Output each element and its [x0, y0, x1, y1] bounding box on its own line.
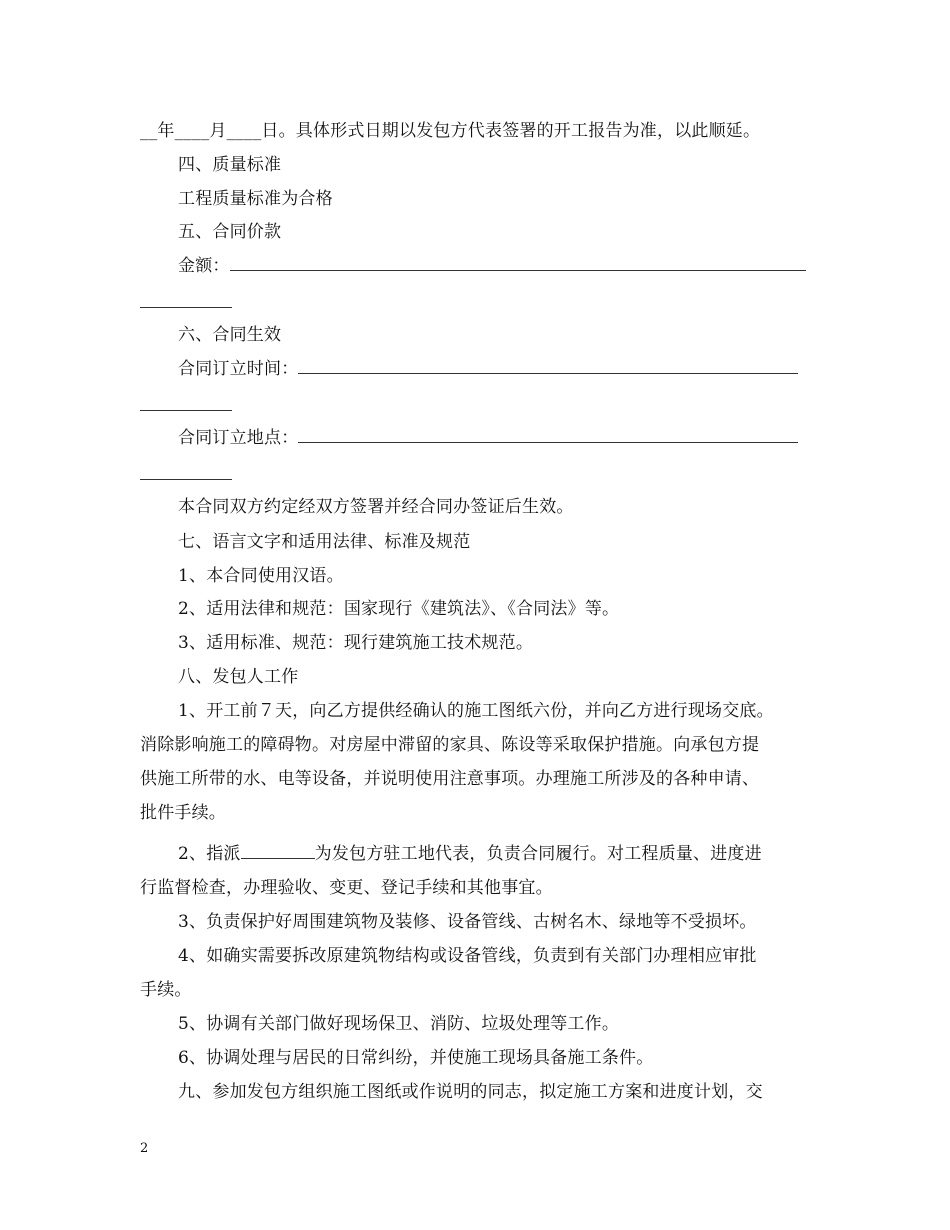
employer-item-2: [178, 843, 830, 865]
employer-item-4-cont: 手续。: [140, 980, 192, 1000]
quality-standard-text: 工程质量标准为合格: [178, 189, 333, 209]
employer-item-2-start: 2、指派: [178, 844, 241, 864]
amount-line: [178, 255, 830, 277]
signing-time-blank-continued: [140, 410, 232, 411]
employer-item-1-cont-3: 批件手续。: [140, 803, 226, 823]
signing-place-blank-continued: [140, 479, 232, 480]
section-heading-employer: 八、发包人工作: [178, 667, 299, 687]
signing-place-label: 合同订立地点：: [178, 428, 299, 448]
page-number: 2: [140, 1141, 149, 1156]
section-heading-price: 五、合同价款: [178, 222, 282, 242]
section-heading-quality: 四、质量标准: [178, 155, 282, 175]
employer-item-3: 3、负责保护好周围建筑物及装修、设备管线、古树名木、绿地等不受损坏。: [178, 912, 757, 932]
signing-place-blank: [298, 428, 798, 443]
signing-time-line: [178, 358, 830, 380]
representative-blank: [241, 844, 315, 859]
employer-item-6: 6、协调处理与居民的日常纠纷，并使施工现场具备施工条件。: [178, 1048, 654, 1068]
employer-item-1: 1、开工前７天，向乙方提供经确认的施工图纸六份，并向乙方进行现场交底。: [178, 701, 774, 721]
section-heading-language: 七、语言文字和适用法律、标准及规范: [178, 532, 471, 552]
amount-blank-continued: [140, 307, 232, 308]
employer-item-1-cont-2: 供施工所带的水、电等设备，并说明使用注意事项。办理施工所涉及的各种申请、: [140, 769, 760, 789]
section-heading-nine: 九、参加发包方组织施工图纸或作说明的同志，拟定施工方案和进度计划，交: [178, 1082, 763, 1102]
language-item-1: 1、本合同使用汉语。: [178, 566, 344, 586]
employer-item-4: 4、如确实需要拆改原建筑物结构或设备管线，负责到有关部门办理相应审批: [178, 946, 757, 966]
employer-item-2-cont: 行监督检查，办理验收、变更、登记手续和其他事宜。: [140, 878, 553, 898]
start-date-line: __年____月____日。具体形式日期以发包方代表签署的开工报告为准，以此顺延。: [140, 121, 761, 141]
effective-clause: 本合同双方约定经双方签署并经合同办签证后生效。: [178, 497, 574, 517]
signing-time-blank: [298, 359, 798, 374]
signing-place-line: [178, 427, 830, 449]
employer-item-5: 5、协调有关部门做好现场保卫、消防、垃圾处理等工作。: [178, 1014, 620, 1034]
amount-label: 金额：: [178, 256, 230, 276]
language-item-2: 2、适用法律和规范：国家现行《建筑法》、《合同法》等。: [178, 599, 620, 619]
employer-item-2-end: 为发包方驻工地代表，负责合同履行。对工程质量、进度进: [314, 844, 762, 864]
signing-time-label: 合同订立时间：: [178, 359, 299, 379]
language-item-3: 3、适用标准、规范：现行建筑施工技术规范。: [178, 633, 534, 653]
section-heading-effective: 六、合同生效: [178, 325, 282, 345]
employer-item-1-cont-1: 消除影响施工的障碍物。对房屋中滞留的家具、陈设等采取保护措施。向承包方提: [140, 735, 760, 755]
amount-blank: [230, 256, 806, 271]
